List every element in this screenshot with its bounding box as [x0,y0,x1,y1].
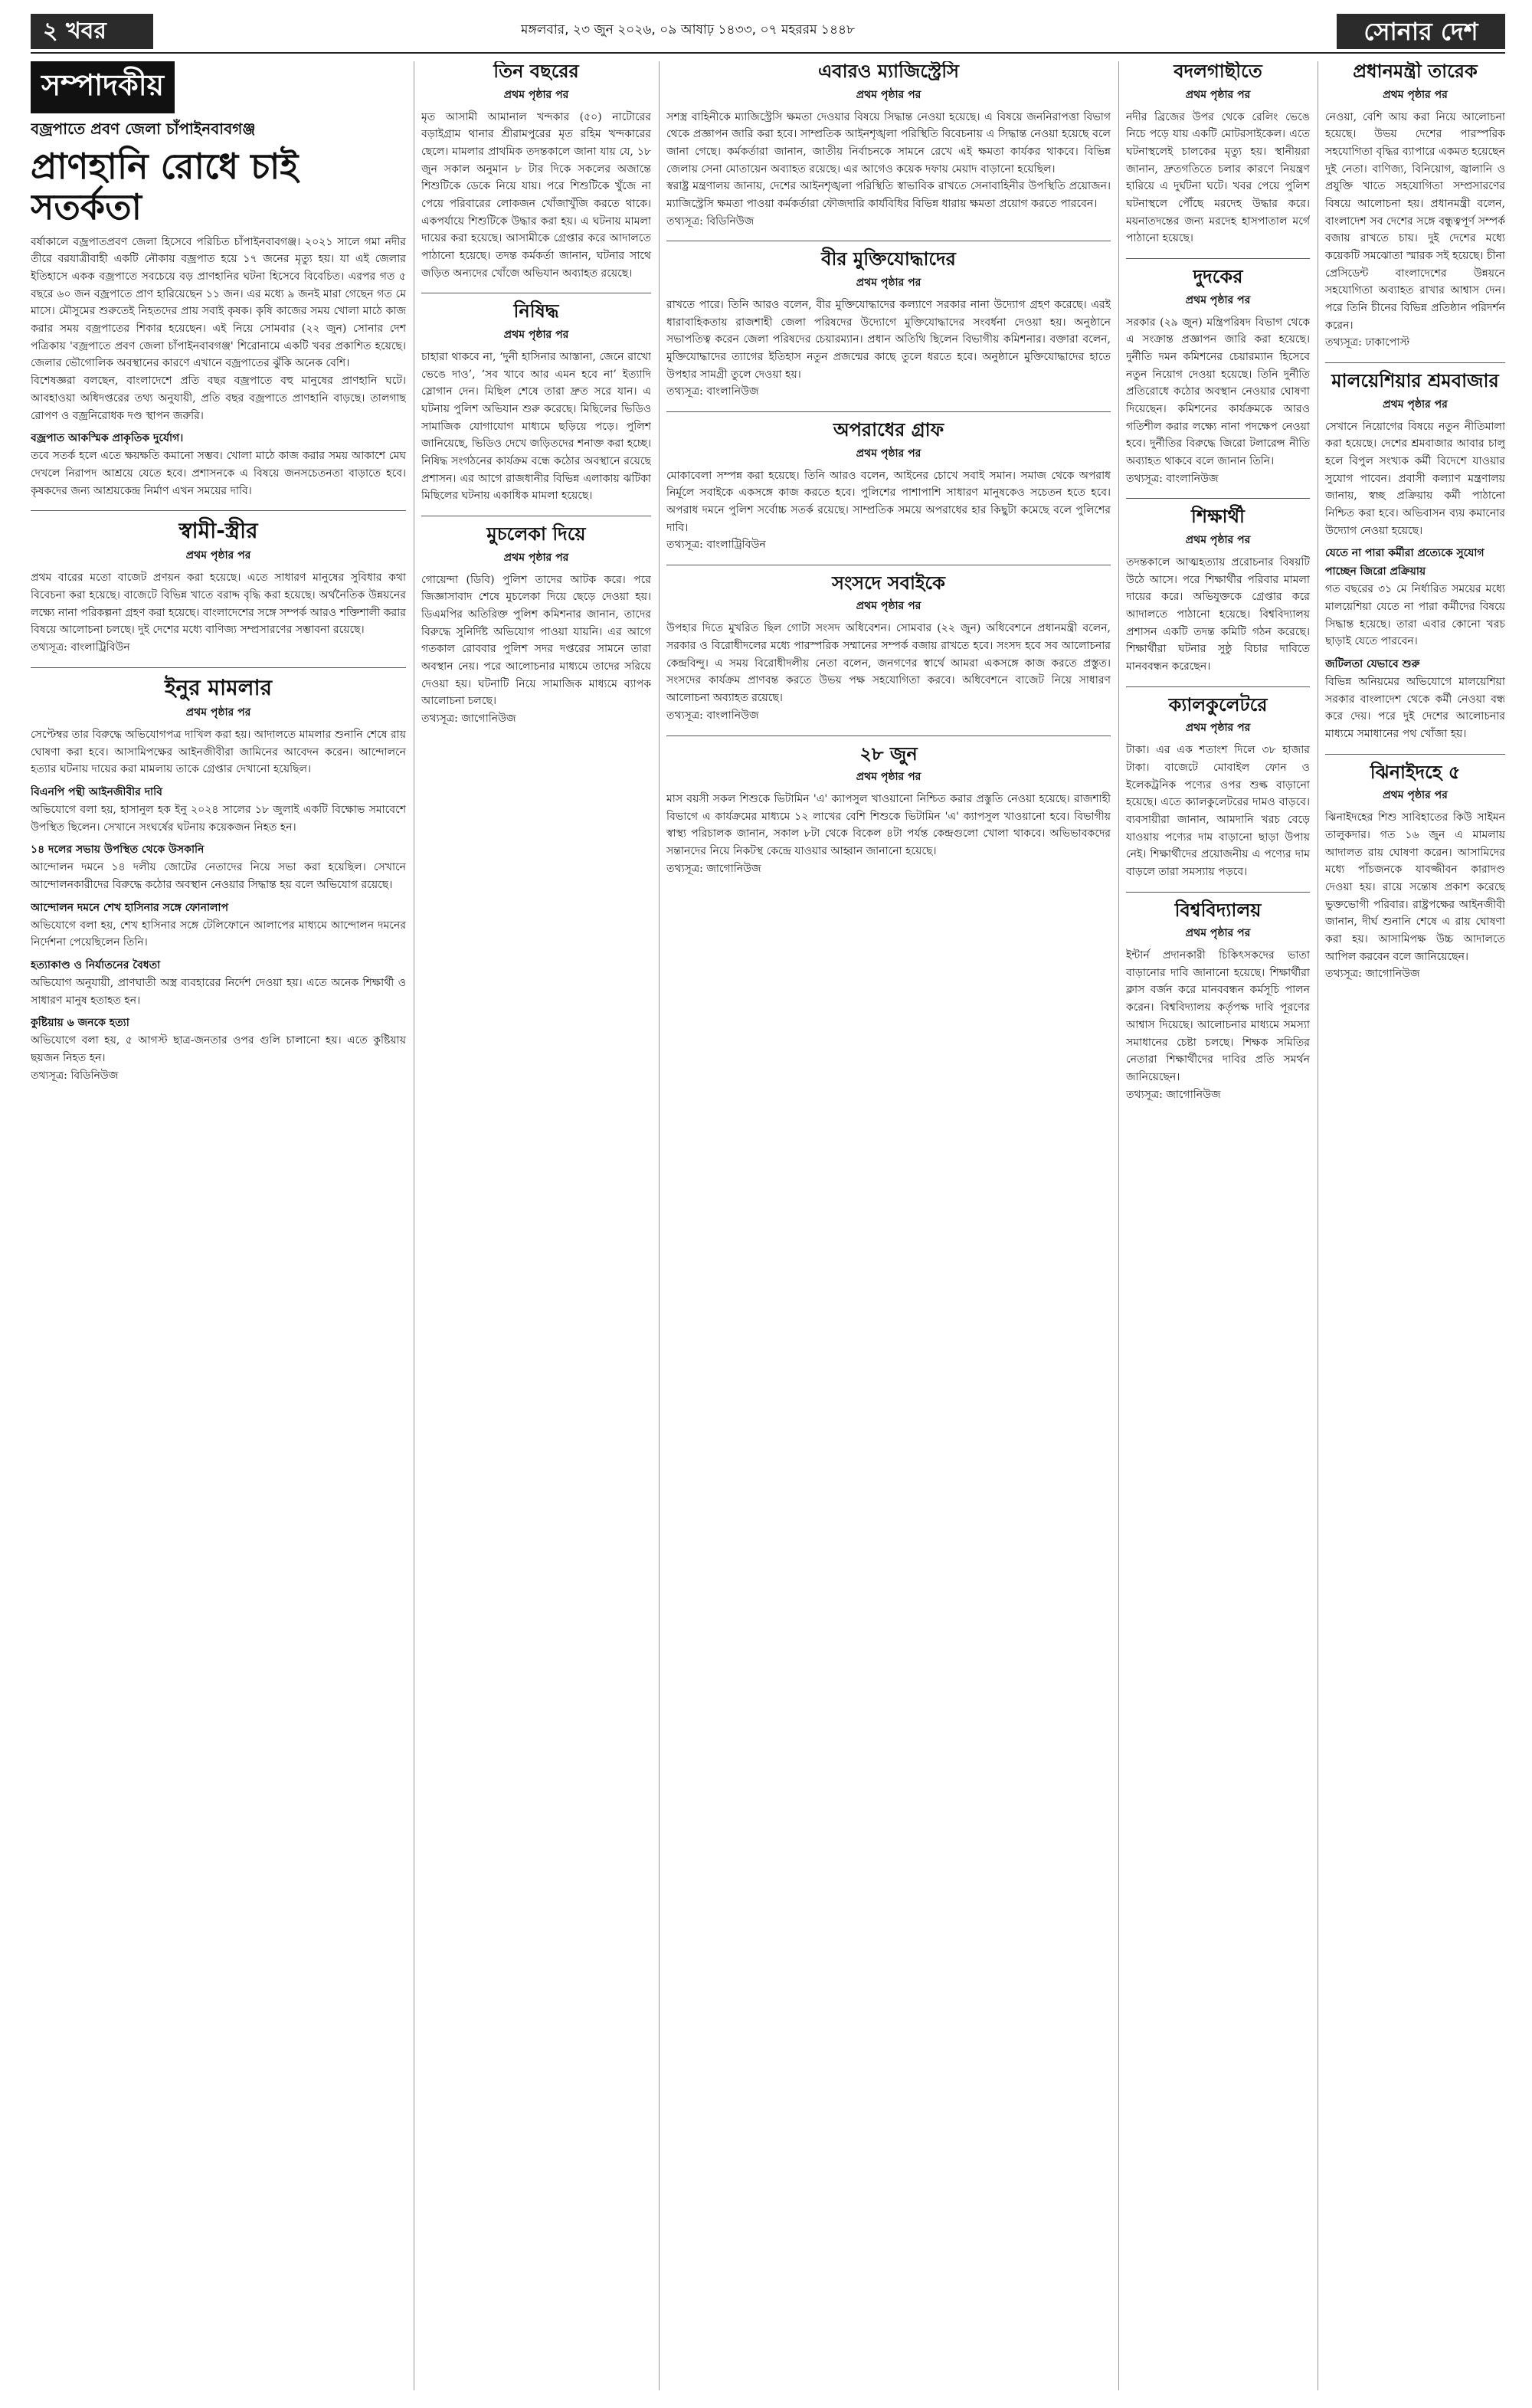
source-tag: তথ্যসূত্র: বাংলানিউজ [666,709,759,722]
continued-label: প্রথম পৃষ্ঠার পর [1383,88,1448,101]
subhead: হত্যাকাণ্ড ও নির্যাতনের বৈধতা [31,958,161,971]
subhead: বিএনপি পন্থী আইনজীবীর দাবি [31,785,162,798]
source-tag: তথ্যসূত্র: বাংলানিউজ [666,385,759,398]
headline: বিশ্ববিদ্যালয় [1174,899,1262,921]
story-husband-wife [31,519,406,657]
story-inu-case [31,676,406,1085]
continued-label: প্রথম পৃষ্ঠার পর [856,447,921,460]
story-body: গোয়েন্দা (ডিবি) পুলিশ তাদের আটক করে। পরে জিজ্ঞাসাবাদ শেষে মুচলেকা দিয়ে ছেড়ে দেওয়া হয়। ডিএমপির অতিরিক্ত পুলিশ কমিশনার জানান, তাদের বিরুদ্ধে সুনির্দিষ্ট অভিযোগ পাওয়া যায়নি। এর আগে গতকাল রোববার পুলিশ সদর দপ্তরের সামনে তারা অবস্থান নেয়। পরে আলোচনার মাধ্যমে তাদের সরিয়ে দেওয়া হয়। ঘটনাটি নিয়ে সামাজিক মাধ্যমে ব্যাপক আলোচনা চলছে। [421,573,651,708]
story-magistracy [666,61,1111,230]
continued-label: প্রথম পৃষ্ঠার পর [1185,88,1251,101]
subhead: আন্দোলন দমনে শেখ হাসিনার সঙ্গে ফোনালাপ [31,901,229,914]
story-body: মাস বয়সী সকল শিশুকে ভিটামিন 'এ' ক্যাপসুল খাওয়ানো নিশ্চিত করার প্রস্তুতি নেওয়া হয়েছে। রাজশাহী বিভাগে এ কার্যক্রমের মাধ্যমে ১২ লাখের বেশি শিশুকে ভিটামিন 'এ' ক্যাপসুল খাওয়ানো হবে। বিভাগীয় স্বাস্থ্য পরিচালক জানান, সকাল ৮টা থেকে বিকেল ৪টা পর্যন্ত কেন্দ্রগুলো খোলা থাকবে। অভিভাবকদের সন্তানদের নিয়ে নিকটস্থ কেন্দ্রে যাওয়ার আহ্বান জানানো হয়েছে। [666,793,1111,858]
story-student [1126,506,1310,675]
story-freedom-fighters [666,249,1111,401]
issue-date: মঙ্গলবার, ২৩ জুন ২০২৬, ০৯ আষাঢ় ১৪৩৩, ০৭ মহররম ১৪৪৮ [521,22,856,38]
story-parliament [666,573,1111,725]
story-body: অভিযোগে বলা হয়, ৫ আগস্ট ছাত্র-জনতার ওপর গুলি চালানো হয়। এতে কুষ্টিয়ায় ছয়জন নিহত হন। [31,1034,406,1064]
headline: শিক্ষার্থী [1191,506,1245,528]
continued-label: প্রথম পৃষ্ঠার পর [185,549,251,562]
source-tag: তথ্যসূত্র: জাগোনিউজ [1325,968,1420,981]
headline: বদলগাছীতে [1174,61,1262,82]
divider [1126,498,1310,499]
masthead [31,14,1505,49]
continued-label: প্রথম পৃষ্ঠার পর [185,706,251,719]
headline: মালয়েশিয়ার শ্রমবাজার [1331,370,1499,392]
story-body: অভিযোগে বলা হয়, হাসানুল হক ইনু ২০২৪ সালের ১৮ জুলাই একটি বিক্ষোভ সমাবেশে উপস্থিত ছিলেন। সেখানে সংঘর্ষের ঘটনায় কয়েকজন নিহত হন। [31,803,406,834]
headline: অপরাধের গ্রাফ [833,418,944,441]
continued-label: প্রথম পৃষ্ঠার পর [856,600,921,613]
story-body: ঝিনাইদহের শিশু সাবিহাতের কিউ সাইমন তালুকদার। গত ১৬ জুন এ মামলায় আদালত রায় ঘোষণা করেন। আসামিদের মধ্যে পাঁচজনকে যাবজ্জীবন কারাদণ্ড দেওয়া হয়। রায়ে সন্তোষ প্রকাশ করেছে ভুক্তভোগী পরিবার। রাষ্ট্রপক্ষের আইনজীবী জানান, দীর্ঘ শুনানি শেষে এ রায় ঘোষণা করা হয়। আসামিপক্ষ উচ্চ আদালতে আপিল করবেন বলে জানিয়েছেন। [1325,811,1505,963]
story-body: গত বছরের ৩১ মে নির্ধারিত সময়ের মধ্যে মালয়েশিয়া যেতে না পারা কর্মীদের বিষয়ে সিদ্ধান্ত হয়েছে। তারা এবার কোনো খরচ ছাড়াই যেতে পারবেন। [1325,583,1505,648]
story-body: রাখতে পারে। তিনি আরও বলেন, বীর মুক্তিযোদ্ধাদের কল্যাণে সরকার নানা উদ্যোগ গ্রহণ করেছে। এরই ধারাবাহিকতায় রাজশাহী জেলা পরিষদের উদ্যোগে মুক্তিযোদ্ধাদের সংবর্ধনা দেওয়া হয়। অনুষ্ঠানে সভাপতিত্ব করেন জেলা পরিষদের চেয়ারম্যান। প্রধান অতিথি ছিলেন বিভাগীয় কমিশনার। বক্তারা বলেন, মুক্তিযোদ্ধাদের ত্যাগের ইতিহাস নতুন প্রজন্মের কাছে তুলে ধরতে হবে। অনুষ্ঠানে মুক্তিযোদ্ধাদের হাতে উপহার সামগ্রী তুলে দেওয়া হয়। [666,298,1111,381]
story-june-28 [666,744,1111,878]
subhead: যেতে না পারা কর্মীরা প্রত্যেকে সুযোগ পাচ্ছেন জিরো প্রক্রিয়ায় [1325,547,1485,578]
headline: নিষিদ্ধ [513,300,559,323]
masthead-rule [31,52,1505,54]
headline: ক্যালকুলেটরে [1168,693,1268,716]
source-tag: তথ্যসূত্র: ঢাকাপোস্ট [1325,336,1410,349]
continued-label: প্রথম পৃষ্ঠার পর [1185,293,1251,306]
story-malaysia-labour [1325,371,1505,743]
editorial [31,61,406,500]
divider [1325,754,1505,755]
column-4 [1126,61,1310,2390]
divider [31,510,406,511]
editorial-label: সম্পাদকীয় [31,61,175,113]
divider [1325,362,1505,363]
continued-label: প্রথম পৃষ্ঠার পর [1383,789,1448,802]
column-3 [666,61,1111,2390]
column-rule [659,61,660,2390]
divider [666,411,1111,412]
headline: ইনুর মামলার [164,674,273,700]
source-tag: তথ্যসূত্র: জাগোনিউজ [421,712,516,725]
headline: বীর মুক্তিযোদ্ধাদের [821,248,956,270]
editorial-body-2: বিশেষজ্ঞরা বলছেন, বাংলাদেশে প্রতি বছর বজ্রপাতে বহু মানুষের প্রাণহানি ঘটে। আবহাওয়া অধিদপ্তরের তথ্য অনুযায়ী, প্রতি বছর বজ্রপাতে প্রাণহানি বাড়ছে। তালগাছ রোপণ ও বজ্রনিরোধক দণ্ড স্থাপন জরুরি। [31,375,406,422]
continued-label: প্রথম পৃষ্ঠার পর [1383,398,1448,411]
story-body: সরকার (২৯ জুন) মন্ত্রিপরিষদ বিভাগ থেকে এ সংক্রান্ত প্রজ্ঞাপন জারি করা হয়েছে। দুর্নীতি দমন কমিশনের চেয়ারম্যান হিসেবে নতুন নিয়োগ দেওয়া হয়েছে। তিনি দুর্নীতি প্রতিরোধে কঠোর অবস্থান নেওয়ার ঘোষণা দিয়েছেন। কমিশনের কার্যক্রমকে আরও গতিশীল করার লক্ষ্যে নানা পদক্ষেপ নেওয়া হবে। দুর্নীতির বিরুদ্ধে জিরো টলারেন্স নীতি অব্যাহত থাকবে বলে জানান তিনি। [1126,316,1310,467]
source-tag: তথ্যসূত্র: বাংলাট্রিবিউন [666,539,766,552]
story-body: অভিযোগ অনুযায়ী, প্রাণঘাতী অস্ত্র ব্যবহারের নির্দেশ দেওয়া হয়। এতে অনেক শিক্ষার্থী ও সাধারণ মানুষ হতাহত হন। [31,976,406,1007]
story-body: প্রথম বারের মতো বাজেট প্রণয়ন করা হয়েছে। এতে সাধারণ মানুষের সুবিধার কথা বিবেচনা করা হয়েছে। বাজেটে বিভিন্ন খাতে বরাদ্দ বৃদ্ধি করা হয়েছে। অর্থনৈতিক উন্নয়নের লক্ষ্যে নানা পরিকল্পনা গ্রহণ করা হয়েছে। বাংলাদেশের সঙ্গে সম্পর্ক আরও শক্তিশালী করার বিষয়ে আলোচনা চলছে। দুই দেশের মধ্যে বাণিজ্য সম্প্রসারণের সম্ভাবনা রয়েছে। [31,572,406,637]
subhead: কুষ্টিয়ায় ৬ জনকে হত্যা [31,1017,129,1030]
story-body: তদন্তকালে আত্মহত্যায় প্ররোচনার বিষয়টি উঠে আসে। পরে শিক্ষার্থীর পরিবার মামলা দায়ের করে। অভিযুক্তকে গ্রেপ্তার করে আদালতে পাঠানো হয়েছে। বিশ্ববিদ্যালয় প্রশাসন একটি তদন্ত কমিটি গঠন করেছে। শিক্ষার্থীরা ঘটনার সুষ্ঠু বিচার দাবিতে মানববন্ধন করেছেন। [1126,555,1310,673]
headline: তিন বছরের [493,61,579,82]
editorial-kicker: বজ্রপাতে প্রবণ জেলা চাঁপাইনবাবগঞ্জ [31,120,256,138]
headline: সংসদে সবাইকে [832,572,945,594]
headline: এবারও ম্যাজিস্ট্রেসি [818,61,959,82]
story-body: বিভিন্ন অনিয়মের অভিযোগে মালয়েশিয়া সরকার বাংলাদেশ থেকে কর্মী নেওয়া বন্ধ করে দেয়। পরে দুই দেশের আলোচনার মাধ্যমে সমাধানের পথ খোঁজা হয়। [1325,675,1505,740]
column-1 [31,61,406,2390]
story-jhenaidah [1325,762,1505,983]
story-body: আন্দোলন দমনে ১৪ দলীয় জোটের নেতাদের নিয়ে সভা করা হয়েছিল। সেখানে আন্দোলনকারীদের বিরুদ্ধে কঠোর অবস্থান নেওয়ার সিদ্ধান্ত হয় বলে অভিযোগ রয়েছে। [31,861,406,891]
source-tag: তথ্যসূত্র: বিডিনিউজ [666,215,755,228]
column-rule [1118,61,1119,2390]
editorial-title: প্রাণহানি রোধে চাই সতর্কতা [31,146,299,228]
story-body: স্বরাষ্ট্র মন্ত্রণালয় জানায়, দেশের আইনশৃঙ্খলা পরিস্থিতি স্বাভাবিক রাখতে সেনাবাহিনীর উপস্থিতি প্রয়োজন। ম্যাজিস্ট্রেসি ক্ষমতা পাওয়া কর্মকর্তারা ফৌজদারি কার্যবিধির বিভিন্ন ধারায় ক্ষমতা প্রয়োগ করতে পারবেন। [666,180,1111,210]
continued-label: প্রথম পৃষ্ঠার পর [503,88,569,101]
divider [1126,258,1310,259]
story-three-years [421,61,651,282]
subhead: জটিলতা যেভাবে শুরু [1325,657,1420,670]
continued-label: প্রথম পৃষ্ঠার পর [503,551,569,564]
editorial-subhead: বজ্রপাত আকস্মিক প্রাকৃতিক দুর্যোগ। [31,432,184,445]
story-body: নেওয়া, বেশি আয় করা নিয়ে আলোচনা হয়েছে। উভয় দেশের পারস্পরিক সহযোগিতা বৃদ্ধির ব্যাপারে একমত হয়েছেন দুই নেতা। বাণিজ্য, বিনিয়োগ, জ্বালানি ও প্রযুক্তি খাতে সহযোগিতা সম্প্রসারণের বিষয়ে আলোচনা হয়। প্রধানমন্ত্রী বলেন, বাংলাদেশ সব দেশের সঙ্গে বন্ধুত্বপূর্ণ সম্পর্ক বজায় রাখতে চায়। দুই দেশের মধ্যে কয়েকটি সমঝোতা স্মারক সই হয়েছে। চীনা প্রেসিডেন্ট বাংলাদেশের উন্নয়নে সহযোগিতা অব্যাহত রাখার আশ্বাস দেন। পরে তিনি চীনের বিভিন্ন প্রতিষ্ঠান পরিদর্শন করেন। [1325,110,1505,332]
story-body: মোকাবেলা সম্পন্ন করা হয়েছে। তিনি আরও বলেন, আইনের চোখে সবাই সমান। সমাজ থেকে অপরাধ নির্মূলে সবাইকে একসঙ্গে কাজ করতে হবে। পুলিশের পাশাপাশি সাধারণ মানুষকেও সচেতন হতে হবে। অপরাধ দমনে পুলিশ সর্বোচ্চ সতর্ক রয়েছে। সাম্প্রতিক সময়ে অপরাধের হার কিছুটা কমেছে বলে পুলিশের দাবি। [666,469,1111,534]
continued-label: প্রথম পৃষ্ঠার পর [856,771,921,784]
headline: দুদকের [1193,265,1243,287]
continued-label: প্রথম পৃষ্ঠার পর [1185,533,1251,546]
source-tag: তথ্যসূত্র: বাংলানিউজ [1126,472,1219,485]
headline: প্রধানমন্ত্রী তারেক [1353,61,1478,82]
story-body: নদীর ব্রিজের উপর থেকে রেলিং ভেঙে নিচে পড়ে যায় একটি মোটরসাইকেল। এতে ঘটনাস্থলেই চালকের মৃত্যু হয়। স্থানীয়রা জানান, দ্রুতগতিতে চলার কারণে নিয়ন্ত্রণ হারিয়ে এ দুর্ঘটনা ঘটে। খবর পেয়ে পুলিশ ঘটনাস্থলে পৌঁছে মরদেহ উদ্ধার করে। ময়নাতদন্তের জন্য মরদেহ হাসপাতাল মর্গে পাঠানো হয়েছে। [1126,110,1310,245]
divider [31,667,406,668]
continued-label: প্রথম পৃষ্ঠার পর [1185,927,1251,940]
story-university [1126,900,1310,1104]
story-crime-graph [666,420,1111,554]
divider [1126,892,1310,893]
column-5 [1325,61,1505,2390]
story-body: ইন্টার্ন প্রদানকারী চিকিৎসকদের ভাতা বাড়ানোর দাবি জানানো হয়েছে। শিক্ষার্থীরা ক্লাস বর্জন করে মানববন্ধন কর্মসূচি পালন করেন। বিশ্ববিদ্যালয় কর্তৃপক্ষ দাবি পূরণের আশ্বাস দিয়েছে। আলোচনার মাধ্যমে সমস্যা সমাধানের চেষ্টা চলছে। শিক্ষক সমিতির নেতারা শিক্ষার্থীদের দাবির প্রতি সমর্থন জানিয়েছেন। [1126,949,1310,1083]
story-body: চাহারা থাকবে না, ‘দুনী হাসিনার আস্তানা, জেনে রাখো ভেঙে দাও’, ‘সব খাবে আর এমন হবে না’ ইত্যাদি স্লোগান দেন। মিছিল শেষে তারা দ্রুত সরে যান। এ ঘটনায় পুলিশ অভিযান শুরু করেছে। মিছিলের ভিডিও সামাজিক যোগাযোগ মাধ্যমে ছড়িয়ে পড়ে। পুলিশ জানিয়েছে, ভিডিও দেখে জড়িতদের শনাক্ত করা হচ্ছে। নিষিদ্ধ সংগঠনের কার্যক্রম বন্ধে কঠোর অবস্থানে রয়েছে প্রশাসন। এর আগে রাজধানীর বিভিন্ন এলাকায় ঝটিকা মিছিলের ঘটনায় একাধিক মামলা হয়েছে। [421,350,651,503]
story-calculator [1126,695,1310,881]
source-tag: তথ্যসূত্র: বিডিনিউজ [31,1069,119,1082]
editorial-body: বর্ষাকালে বজ্রপাতপ্রবণ জেলা হিসেবে পরিচিত চাঁপাইনবাবগঞ্জ। ২০২১ সালে গমা নদীর তীরে বরযাত্রীবাহী একটি নৌকায় বজ্রপাত হয়ে ১৭ জনের মৃত্যু হয়। যা এই জেলার ইতিহাসে একক বজ্রপাতে সবচেয়ে বড় প্রাণহানির ঘটনা হিসেবে বিবেচিত। এরপর গত ৫ বছরে ৬০ জন বজ্রপাতে প্রাণ হারিয়েছেন ১১ জন। এর মধ্যে ৯ জনই মারা গেছেন গত মে মাসে। মৌসুমের শুরুতেই নিহতদের প্রায় সবাই কৃষক। কৃষি কাজের সময় খোলা মাঠে কাজ করার সময় বজ্রপাতের শিকার হয়েছেন। এই নিয়ে সোমবার (২২ জুন) সোনার দেশ পত্রিকায় 'বজ্রপাতে প্রবণ জেলা চাঁপাইনবাবগঞ্জ' শিরোনামে একটি খবর প্রকাশিত হয়েছে। জেলার ভৌগোলিক অবস্থানের কারণে এখানে বজ্রপাতের ঝুঁকি অনেক বেশি। [31,235,406,370]
story-banned [421,301,651,505]
source-tag: তথ্যসূত্র: জাগোনিউজ [666,862,761,875]
story-body: টাকা। এর এক শতাংশ দিলে ৩৮ হাজার টাকা। বাজেটে মোবাইল ফোন ও ইলেকট্রনিক পণ্যের ওপর শুল্ক বাড়ানো হয়েছে। এতে ক্যালকুলেটরের দামও বাড়বে। ব্যবসায়ীরা জানান, আমদানি খরচ বেড়ে যাওয়ায় পণ্যের দাম বাড়ানো ছাড়া উপায় নেই। শিক্ষার্থীদের প্রয়োজনীয় এ পণ্যের দাম বাড়লে তারা সমস্যায় পড়বে। [1126,744,1310,878]
story-prime-minister [1325,61,1505,352]
story-body: সশস্ত্র বাহিনীকে ম্যাজিস্ট্রেসি ক্ষমতা দেওয়ার বিষয়ে সিদ্ধান্ত নেওয়া হয়েছে। এ বিষয়ে জননিরাপত্তা বিভাগ থেকে প্রজ্ঞাপন জারি করা হবে। সাম্প্রতিক আইনশৃঙ্খলা পরিস্থিতি বিবেচনায় এ সিদ্ধান্ত নেওয়া হয়েছে বলে জানা গেছে। কর্মকর্তারা জানান, জাতীয় নির্বাচনকে সামনে রেখে এই ক্ষমতা কার্যকর থাকবে। বিভিন্ন জেলায় সেনা মোতায়েন অব্যাহত রয়েছে। এর আগেও কয়েক দফায় মেয়াদ বাড়ানো হয়েছিল। [666,110,1111,175]
continued-label: প্রথম পৃষ্ঠার পর [856,276,921,289]
story-body: অভিযোগে বলা হয়, শেখ হাসিনার সঙ্গে টেলিফোনে আলাপের মাধ্যমে আন্দোলন দমনের নির্দেশনা পেয়েছিলেন তিনি। [31,919,406,949]
story-badalgachhi [1126,61,1310,247]
story-body: উপহার দিতে মুখরিত ছিল গোটা সংসদ অধিবেশন। সোমবার (২২ জুন) অধিবেশনে প্রধানমন্ত্রী বলেন, সরকার ও বিরোধীদলের মধ্যে পারস্পরিক সম্মানের সম্পর্ক বজায় রাখতে হবে। সংসদ হবে সব আলোচনার কেন্দ্রবিন্দু। এ সময় বিরোধীদলীয় নেতা বলেন, জনগণের স্বার্থে আমরা একসঙ্গে কাজ করতে প্রস্তুত। সংসদের কার্যক্রম প্রাণবন্ত করতে উভয় পক্ষ সহযোগিতা করবে। অধিবেশনে বাজেট নিয়ে সাধারণ আলোচনা অব্যাহত রয়েছে। [666,622,1111,705]
headline: ঝিনাইদহে ৫ [1370,761,1461,783]
editorial-body-3: তবে সতর্ক হলে এতে ক্ষয়ক্ষতি কমানো সম্ভব। খোলা মাঠে কাজ করার সময় আকাশে মেঘ দেখলে নিরাপদ আশ্রয়ে যেতে হবে। প্রশাসনকে এ বিষয়ে জনসচেতনতা বাড়াতে হবে। কৃষকদের জন্য আশ্রয়কেন্দ্র নির্মাণ এখন সময়ের দাবি। [31,450,406,497]
page-label: ২ খবর [31,14,153,49]
story-acc [1126,267,1310,487]
story-bond [421,524,651,728]
story-body: সেপ্টেম্বর তার বিরুদ্ধে অভিযোগপত্র দাখিল করা হয়। আদালতে মামলার শুনানি শেষে রায় ঘোষণা করা হবে। আসামিপক্ষের আইনজীবীরা জামিনের আবেদন করেন। আন্দোলনে হত্যার ঘটনায় দায়ের করা মামলায় তাকে গ্রেপ্তার দেখানো হয়েছিল। [31,728,406,776]
source-tag: তথ্যসূত্র: বাংলাট্রিবিউন [31,641,130,654]
headline: মুচলেকা দিয়ে [486,523,586,545]
column-2 [421,61,651,2390]
continued-label: প্রথম পৃষ্ঠার পর [503,328,569,341]
newspaper-logo: সোনার দেশ [1337,14,1505,49]
story-body: সেখানে নিয়োগের বিষয়ে নতুন নীতিমালা করা হয়েছে। দেশের শ্রমবাজার আবার চালু হলে বিপুল সংখ্যক কর্মী বিদেশে যাওয়ার সুযোগ পাবেন। প্রবাসী কল্যাণ মন্ত্রণালয় জানায়, স্বচ্ছ প্রক্রিয়ায় কর্মী পাঠানো নিশ্চিত করা হবে। অভিবাসন ব্যয় কমানোর উদ্যোগ নেওয়া হয়েছে। [1325,420,1505,537]
continued-label: প্রথম পৃষ্ঠার পর [1185,722,1251,735]
divider [1126,686,1310,687]
continued-label: প্রথম পৃষ্ঠার পর [856,88,921,101]
headline: ২৮ জুন [859,742,918,765]
headline: স্বামী-স্ত্রীর [178,518,258,544]
source-tag: তথ্যসূত্র: জাগোনিউজ [1126,1088,1221,1101]
subhead: ১৪ দলের সভায় উপস্থিত থেকে উসকানি [31,844,205,857]
story-body: মৃত আসামী আমানাল খন্দকার (৫০) নাটোরের বড়াইগ্রাম থানার শ্রীরামপুরের মৃত রহিম খন্দকারের ছেলে। মামলার প্রাথমিক তদন্তকালে জানা যায় যে, ১৮ জুন সকাল অনুমান ৮ টার দিকে সকলের অজান্তে শিশুটিকে ডেকে নিয়ে যায়। পরে শিশুটিকে খুঁজে না পেয়ে পরিবারের লোকজন খোঁজাখুঁজি করতে থাকে। একপর্যায়ে শিশুটিকে উদ্ধার করা হয়। এ ঘটনায় মামলা দায়ের করা হয়েছে। আসামীকে গ্রেপ্তার করে আদালতে পাঠানো হয়েছে। তদন্ত কর্মকর্তা জানান, ঘটনার সাথে জড়িত অন্যদের খোঁজে অভিযান অব্যাহত রয়েছে। [421,110,651,280]
